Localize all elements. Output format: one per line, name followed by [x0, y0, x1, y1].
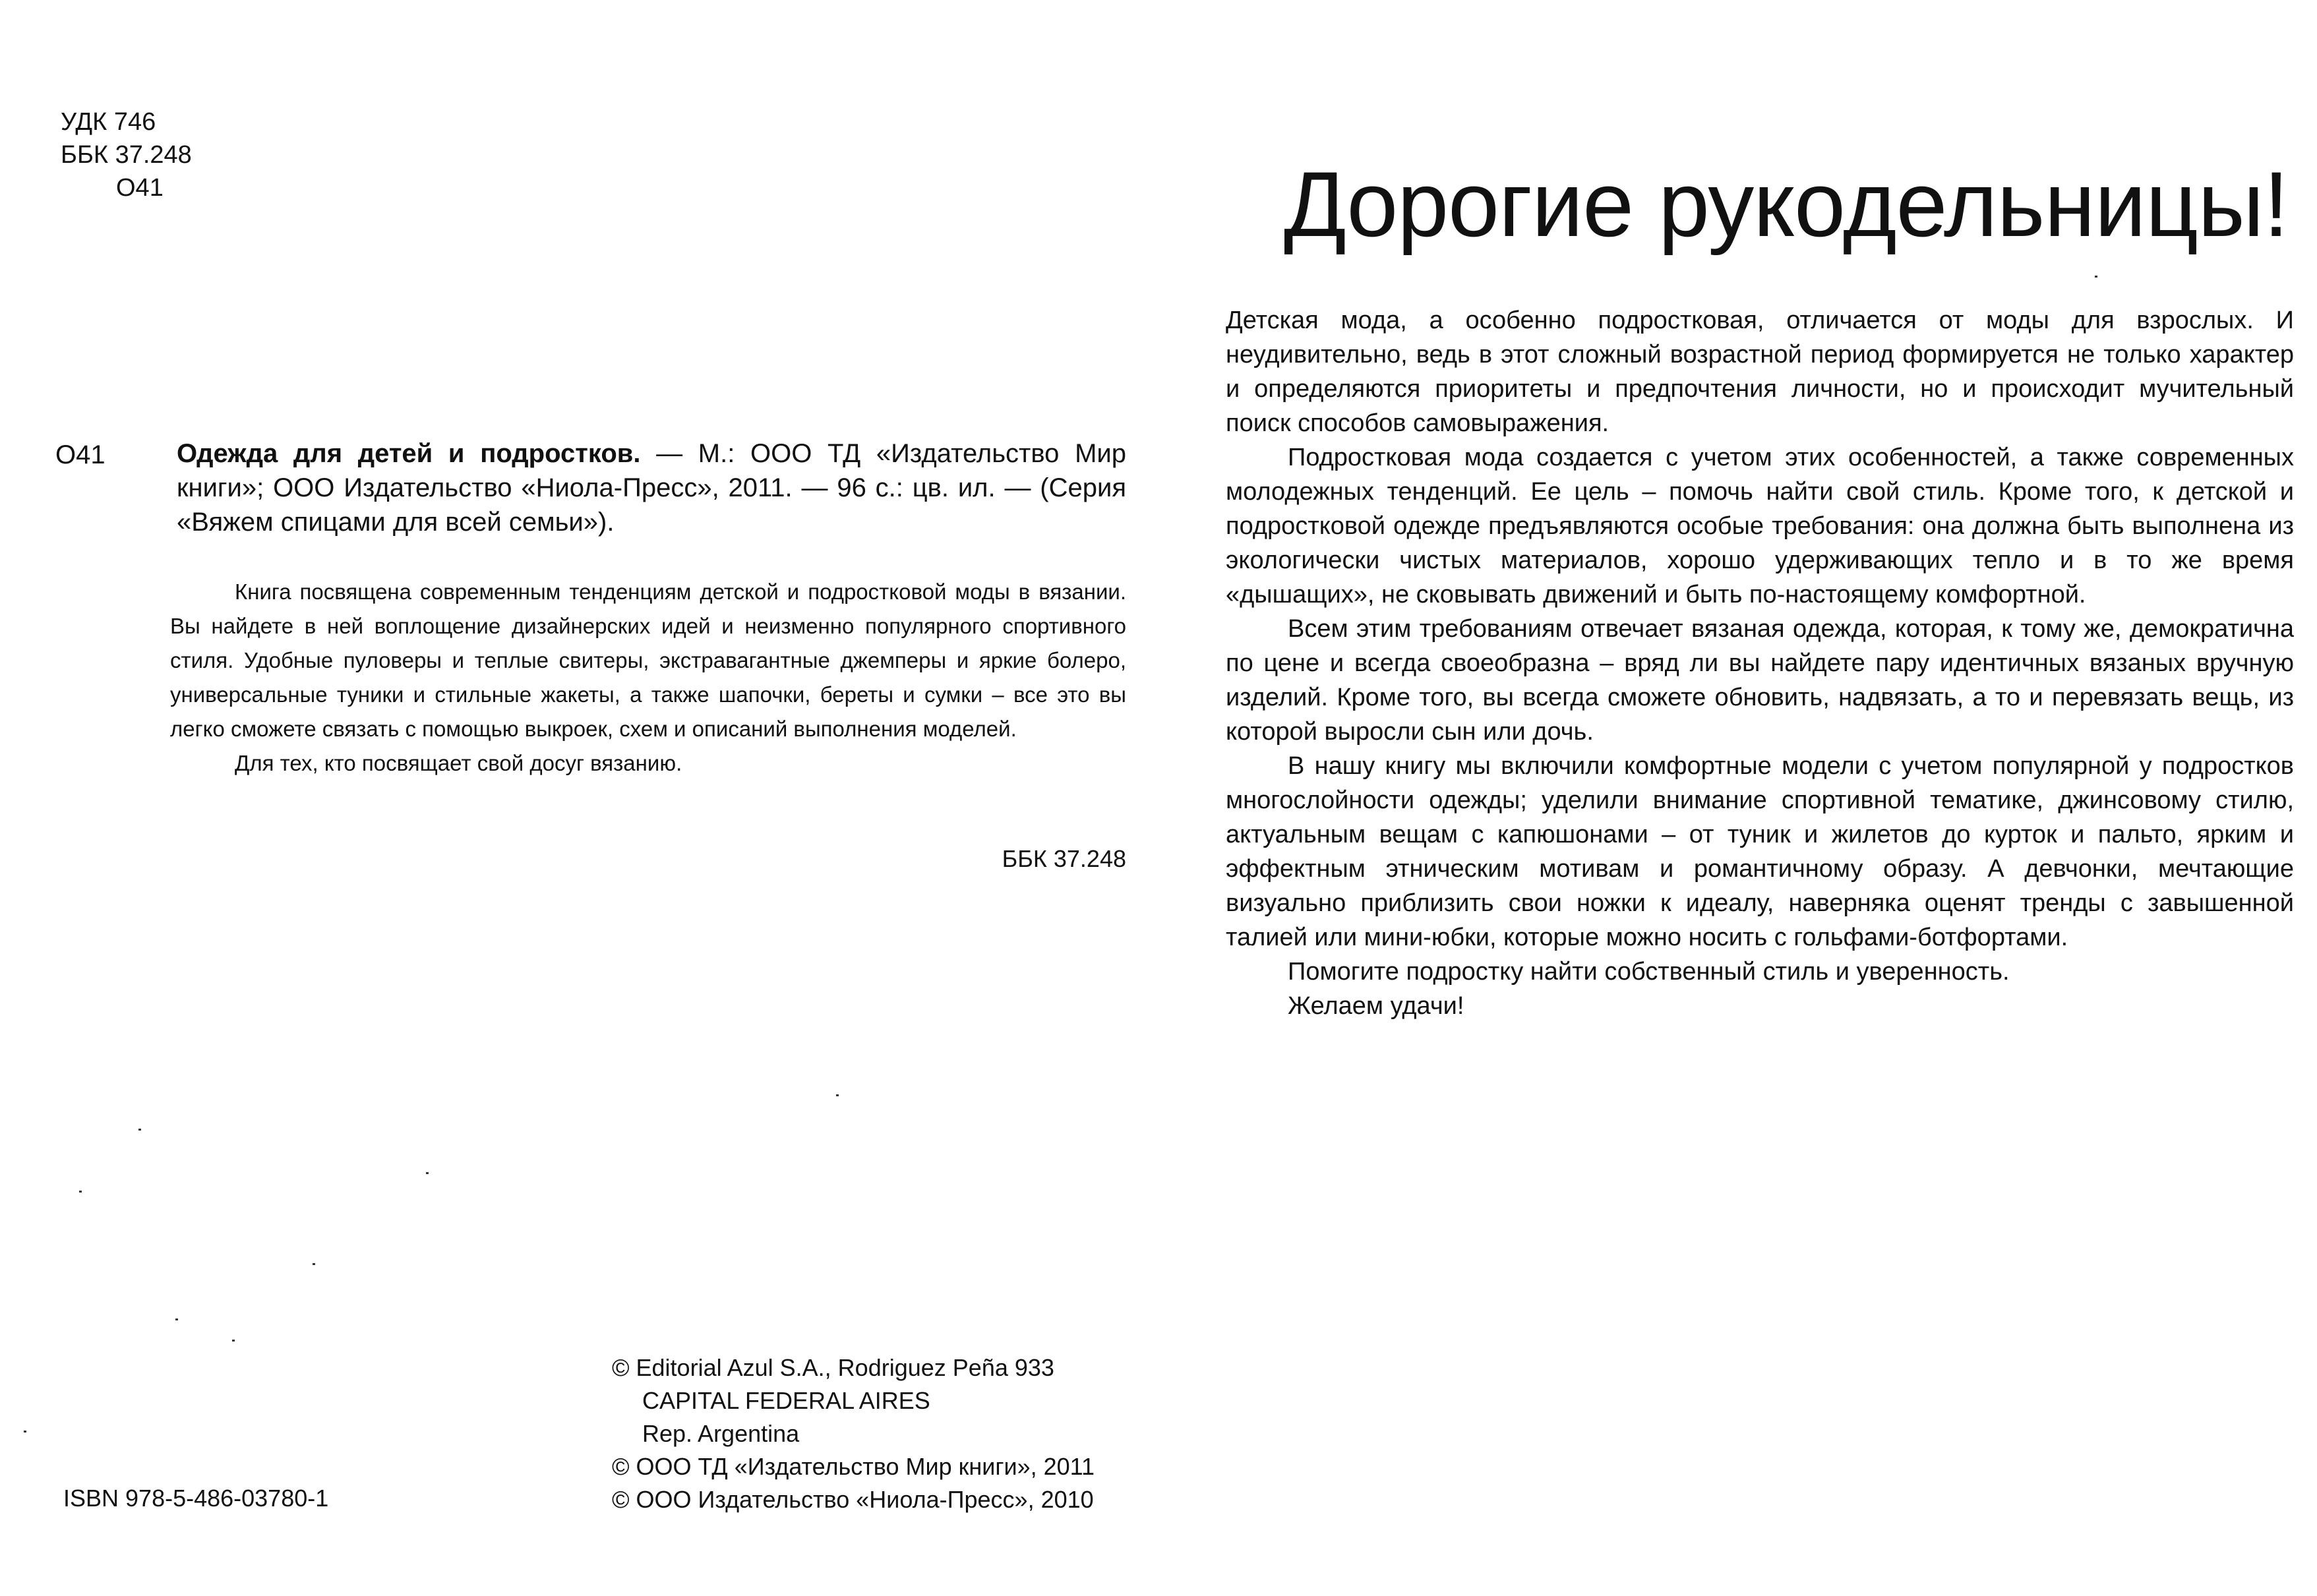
annotation-paragraph: Книга посвящена современным тенденциям детской и подростковой моды в вязании. Вы найдете в ней воплощение дизайнерских идей и неизменно популярного спортивного стиля. Удобные пуловеры и теплые свитеры, экстравагантные джемперы и яркие болеро, универсальные туники и стильные жакеты, а также шапочки, береты и сумки – все это вы легко сможете связать с помощью выкроек, схем и описаний выполнения моделей.	[170, 579, 1126, 741]
body-paragraph: Помогите подростку найти собственный стиль и уверенность.	[1288, 958, 2010, 986]
udk-code: УДК 746	[61, 108, 156, 136]
copyright-block	[612, 1351, 1095, 1516]
left-page	[0, 0, 1158, 1596]
copyright-line: © Editorial Azul S.A., Rodriguez Peña 933	[612, 1354, 1054, 1381]
index-code: О41	[55, 440, 105, 469]
bibliographic-record	[177, 436, 1126, 539]
copyright-line: © ООО ТД «Издательство Мир книги», 2011	[612, 1453, 1095, 1480]
body-paragraph: Детская мода, а особенно подростковая, отличается от моды для взрослых. И неудивительно, ведь в этот сложный возрастной период формируется не только характер и определяются приоритеты и предпочтения личности, но и происходит мучительный поиск способов самовыражения.	[1226, 307, 2294, 437]
body-text	[1226, 303, 2294, 1023]
bbk-code-top: ББК 37.248	[61, 141, 192, 169]
book-title: Одежда для детей и подростков.	[177, 439, 641, 468]
copyright-line: Rep. Argentina	[642, 1420, 800, 1447]
bbk-code-bottom: ББК 37.248	[1002, 845, 1126, 872]
author-mark: О41	[116, 174, 164, 202]
scan-speck	[232, 1340, 235, 1342]
body-paragraph: Всем этим требованиям отвечает вязаная одежда, которая, к тому же, демократична по цене и всегда своеобразна – вряд ли вы найдете пару идентичных вязаных вручную изделий. Кроме того, вы всегда сможете обновить, надвязать, а то и перевязать вещь, из которой выросли сын или дочь.	[1226, 615, 2294, 746]
scan-speck	[426, 1172, 429, 1174]
scan-speck	[313, 1263, 315, 1265]
body-paragraph: Желаем удачи!	[1288, 992, 1464, 1020]
page-heading: Дорогие рукодельницы!	[1284, 152, 2289, 256]
annotation-paragraph: Для тех, кто посвящает свой досуг вязанию.	[235, 751, 682, 775]
isbn: ISBN 978-5-486-03780-1	[63, 1485, 329, 1512]
scan-speck	[175, 1318, 178, 1320]
right-page	[1158, 0, 2317, 1596]
scan-speck	[2095, 276, 2097, 278]
scan-speck	[79, 1191, 82, 1193]
body-paragraph: Подростковая мода создается с учетом этих особенностей, а также современных молодежных тенденций. Ее цель – помочь найти свой стиль. Кроме того, к детской и подростковой одежде предъявляются особые требования: она должна быть выполнена из экологически чистых материалов, хорошо удерживающих тепло и в то же время «дышащих», не сковывать движений и быть по-настоящему комфортной.	[1226, 444, 2294, 608]
copyright-line: © ООО Издательство «Ниола-Пресс», 2010	[612, 1486, 1094, 1513]
scan-speck	[138, 1129, 141, 1131]
scan-speck	[24, 1431, 26, 1433]
copyright-line: CAPITAL FEDERAL AIRES	[642, 1387, 930, 1414]
bibliographic-details: — М.: ООО ТД «Издательство Мир книги»; ООО Издательство «Ниола-Пресс», 2011. — 96 с.: цв. ил. — (Серия «Вяжем спицами для всей семьи»).	[177, 439, 1126, 537]
body-paragraph: В нашу книгу мы включили комфортные модели с учетом популярной у подростков многослойности одежды; уделили внимание спортивной тематике, джинсовому стилю, актуальным вещам с капюшонами – от туник и жилетов до курток и пальто, ярким и эффектным этническим мотивам и романтичному образу. А девчонки, мечтающие визуально приблизить свои ножки к идеалу, наверняка оценят тренды с завышенной талией или мини-юбки, которые можно носить с гольфами-ботфортами.	[1226, 752, 2294, 951]
annotation	[170, 575, 1126, 781]
scan-speck	[836, 1094, 839, 1096]
classification-block	[61, 105, 192, 204]
